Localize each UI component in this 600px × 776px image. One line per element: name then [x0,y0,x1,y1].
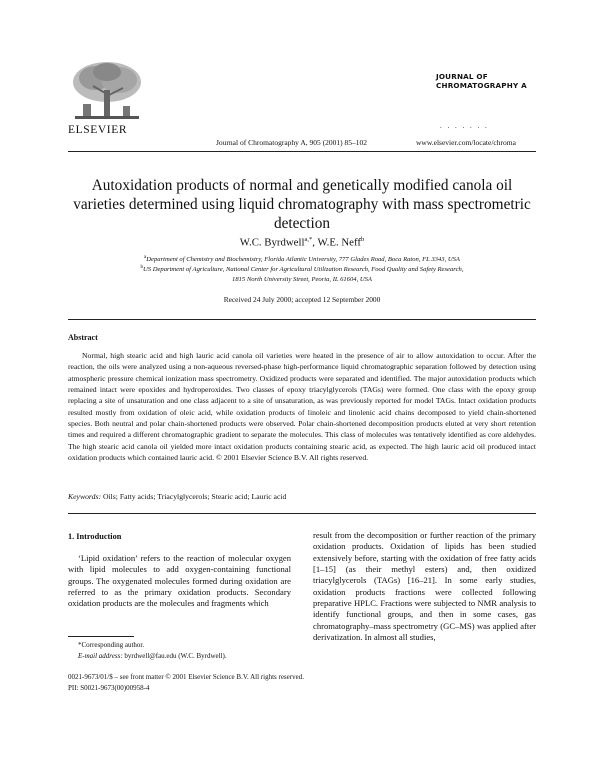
publisher-name: ELSEVIER [68,124,128,136]
footnote-email-label: E-mail address: [78,652,123,660]
section-heading-introduction: 1. Introduction [68,532,122,541]
author-1-mark: a,* [304,236,313,243]
footnote-rule [68,636,134,637]
journal-reference: Journal of Chromatography A, 905 (2001) 85–102 [216,138,368,147]
intro-left-column: ‘Lipid oxidation’ refers to the reaction of molecular oxygen with lipid molecules to add oxygen-containing functional groups. The oxygenated molecules formed during oxidation are referred to as the primary oxidation products. Secondary oxidation products are the molecules and fragments which [68,553,291,609]
author-1: W.C. Byrdwell [239,236,305,249]
author-2-mark: b [360,236,365,243]
affiliation-b-mark: b [140,265,144,270]
author-separator: , [312,236,318,249]
keywords-label: Keywords: [68,492,102,501]
footnote-email [68,651,301,662]
author-2: W.E. Neff [317,236,361,249]
footer-pii: PII: S0021-9673(00)00958-4 [68,684,150,692]
affiliation-b [68,263,536,285]
keywords [68,492,286,501]
elsevier-tree-logo [69,60,145,124]
journal-name-line2: CHROMATOGRAPHY A [436,81,527,90]
affiliation-a-text: Department of Chemistry and Biochemistry, Florida Atlantic University, 777 Glades Road, Boca Raton, FL 3343, USA [146,256,460,264]
journal-name-line1: JOURNAL OF [436,72,488,81]
journal-name [436,72,536,90]
journal-dots: . . . . . . . [440,122,489,130]
received-dates: Received 24 July 2000; accepted 12 September 2000 [223,295,381,304]
footnote-email-value[interactable]: byrdwell@fau.edu (W.C. Byrdwell). [122,652,227,660]
abstract-bottom-rule [68,513,536,514]
affiliation-b-line2: 1815 North University Street, Peoria, IL 61604, USA [232,275,372,283]
affiliation-b-line1: US Department of Agriculture, National Center for Agricultural Utilization Research, Food Quality and Safety Research, [143,266,464,274]
keywords-list: Oils; Fatty acids; Triacylglycerols; Stearic acid; Lauric acid [101,492,287,501]
footer-copyright: 0021-9673/01/$ – see front matter © 2001 Elsevier Science B.V. All rights reserved. [68,673,304,681]
affiliation-a-mark: a [144,255,147,260]
abstract-text: Normal, high stearic acid and high lauric acid canola oil varieties were heated in the presence of air to allow autoxidation to occur. After the reaction, the oils were analyzed using a non-aqueous reversed-phase high-performance liquid chromatographic separation followed by detection using atmospheric pressure chemical ionization mass spectrometry. Oxidized products were separated and identified. The major autoxidation products which remained intact were epoxides and hydroperoxides. Two classes of epoxy triacylglycerols (TAGs) were formed. One class with the epoxy group replacing a site of unsaturation and one class adjacent to a site of unsaturation, as was previously reported for model TAGs. Intact oxidation products resulted mostly from oxidation of oleic acid, while oxidation products of linoleic and linolenic acid chains decomposed to yield chain-shortened species. Both neutral and polar chain-shortened products were observed. Polar chain-shortened decomposition products eluted at very short retention times and required a different chromatographic gradient to separate the molecules. This class of molecules was tentatively identified as core aldehydes. The high stearic acid canola oil yielded more intact oxidation products containing stearic acid, as expected. The high lauric acid oil produced intact oxidation products which contained lauric acid. © 2001 Elsevier Science B.V. All rights reserved. [68,351,536,463]
intro-right-column: result from the decomposition or further reaction of the primary oxidation products. Oxidation of lipids has been studied extensively before, starting with the oxidation of free fatty acids [1–15] (as their methyl esters) and, then oxidized triacylglycerols (TAGs) [16–21]. In some early studies, oxidation products fractions were collected following preparative HPLC. Fractions were subjected to NMR analysis to identify functional groups, and then in some cases, gas chromatography–mass spectrometry (GC–MS) was applied after derivatization. In almost all studies, [313,530,536,643]
abstract-heading: Abstract [68,333,98,342]
header-rule [68,151,536,152]
article-title: Autoxidation products of normal and genetically modified canola oil varieties determined using liquid chromatography with mass spectrometric detection [73,177,531,232]
author-line [68,236,536,249]
footnote-corresponding: *Corresponding author. [78,641,145,649]
journal-url[interactable]: www.elsevier.com/locate/chroma [416,138,516,147]
abstract-top-rule [68,319,536,320]
